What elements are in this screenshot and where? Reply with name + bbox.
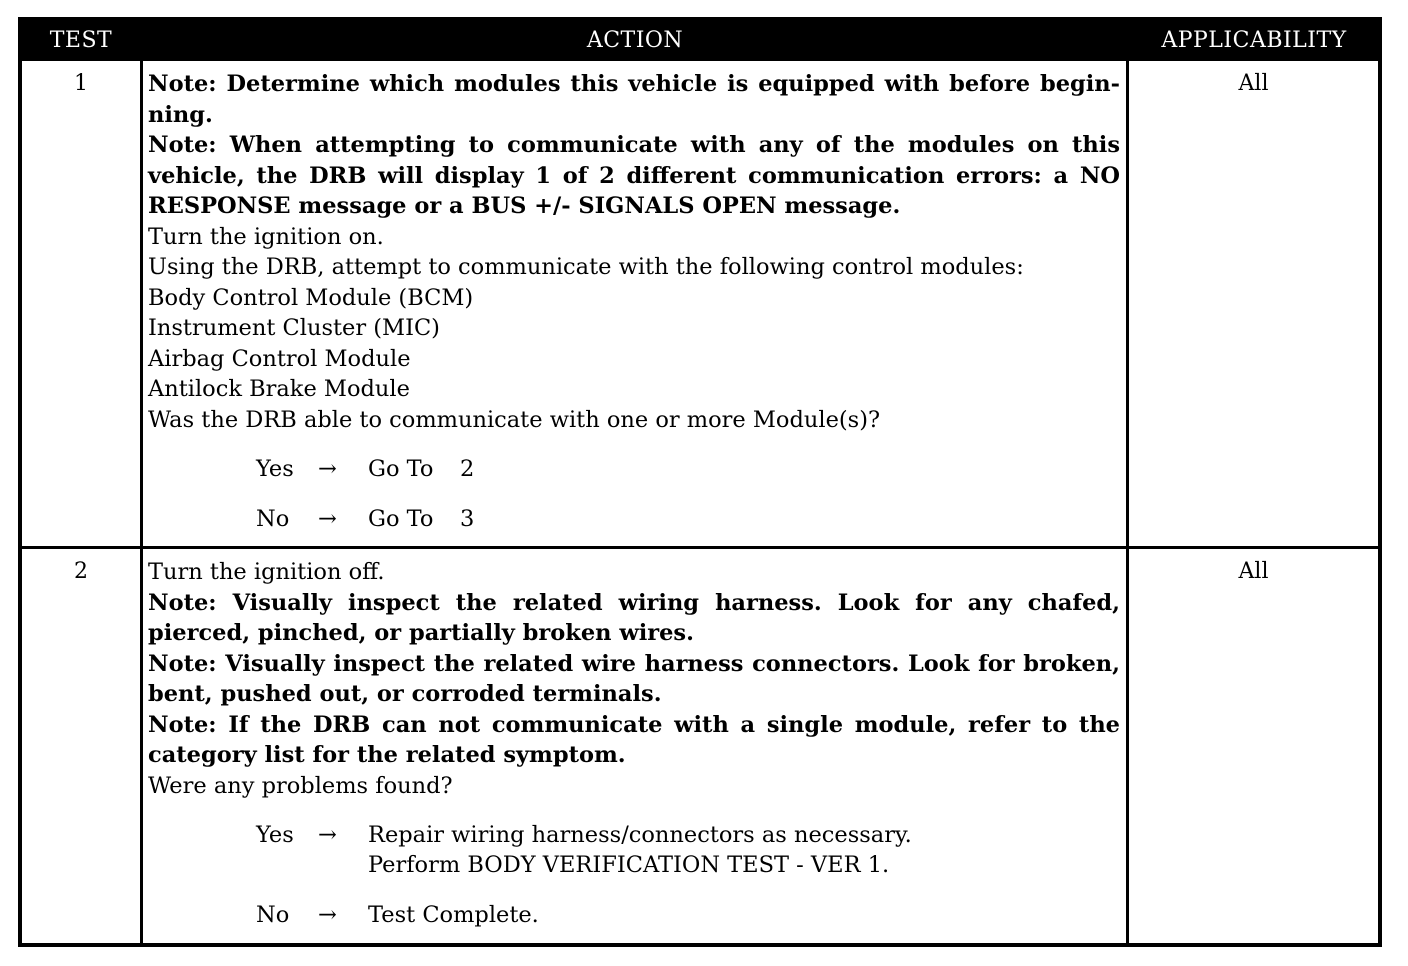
note-text: Note: If the DRB can not communicate with a single module, refer to the category list for the related symptom.: [148, 711, 1120, 768]
table-header: [22, 21, 1378, 61]
yes-option: [148, 454, 1120, 484]
no-option: [148, 504, 1120, 534]
applicability-value: All: [1238, 559, 1269, 584]
module-item: Instrument Cluster (MIC): [148, 315, 440, 341]
no-label: No: [256, 506, 290, 532]
yes-option: [148, 820, 1120, 880]
instruction-text: Turn the ignition off.: [148, 559, 385, 585]
action-cell: [148, 69, 1120, 534]
goto-label: Go To: [368, 506, 434, 532]
goto-target: 2: [460, 456, 475, 482]
goto-target: 3: [460, 506, 475, 532]
no-option: [148, 900, 1120, 930]
note-text: Note: Visually inspect the related wire harness connectors. Look for broken, bent, pushed out, or corroded terminals.: [148, 650, 1120, 707]
column-divider: [140, 61, 143, 943]
test-number: 1: [74, 71, 88, 96]
yes-result-text: Perform BODY VERIFICATION TEST - VER 1.: [368, 852, 890, 878]
goto-label: Go To: [368, 456, 434, 482]
yes-label: Yes: [256, 456, 294, 482]
module-item: Body Control Module (BCM): [148, 284, 474, 311]
instruction-text: Using the DRB, attempt to communicate with the following control modules:: [148, 254, 1024, 280]
arrow-icon: →: [318, 506, 337, 532]
header-test: TEST: [49, 28, 113, 53]
question-text: Were any problems found?: [148, 772, 453, 799]
yes-result-text: Repair wiring harness/connectors as necessary.: [368, 822, 912, 848]
note-text: Note: Determine which modules this vehicle is equipped with before begin-ning.: [148, 71, 1120, 128]
note-text: Note: Visually inspect the related wiring harness. Look for any chafed, pierced, pinched, or partially broken wires.: [148, 589, 1120, 646]
row-divider: [22, 546, 1378, 549]
module-item: Antilock Brake Module: [148, 376, 410, 402]
diagnostic-test-table: [18, 17, 1382, 947]
action-cell: [148, 557, 1120, 930]
header-action: ACTION: [586, 28, 684, 53]
note-text: Note: When attempting to communicate with any of the modules on this vehicle, the DRB will display 1 of 2 different communication errors: a NO RESPONSE message or a BUS +/- SIGNALS OPEN message.: [148, 132, 1120, 219]
no-result-text: Test Complete.: [368, 902, 539, 928]
test-number: 2: [74, 559, 88, 584]
column-divider: [1126, 61, 1129, 943]
arrow-icon: →: [318, 822, 337, 848]
arrow-icon: →: [318, 902, 337, 928]
applicability-value: All: [1238, 71, 1269, 96]
header-applicability: APPLICABILITY: [1161, 28, 1347, 53]
no-label: No: [256, 902, 290, 928]
instruction-text: Turn the ignition on.: [148, 223, 384, 250]
question-text: Was the DRB able to communicate with one or more Module(s)?: [148, 406, 881, 433]
yes-label: Yes: [256, 822, 294, 848]
arrow-icon: →: [318, 456, 337, 482]
module-item: Airbag Control Module: [148, 345, 411, 372]
